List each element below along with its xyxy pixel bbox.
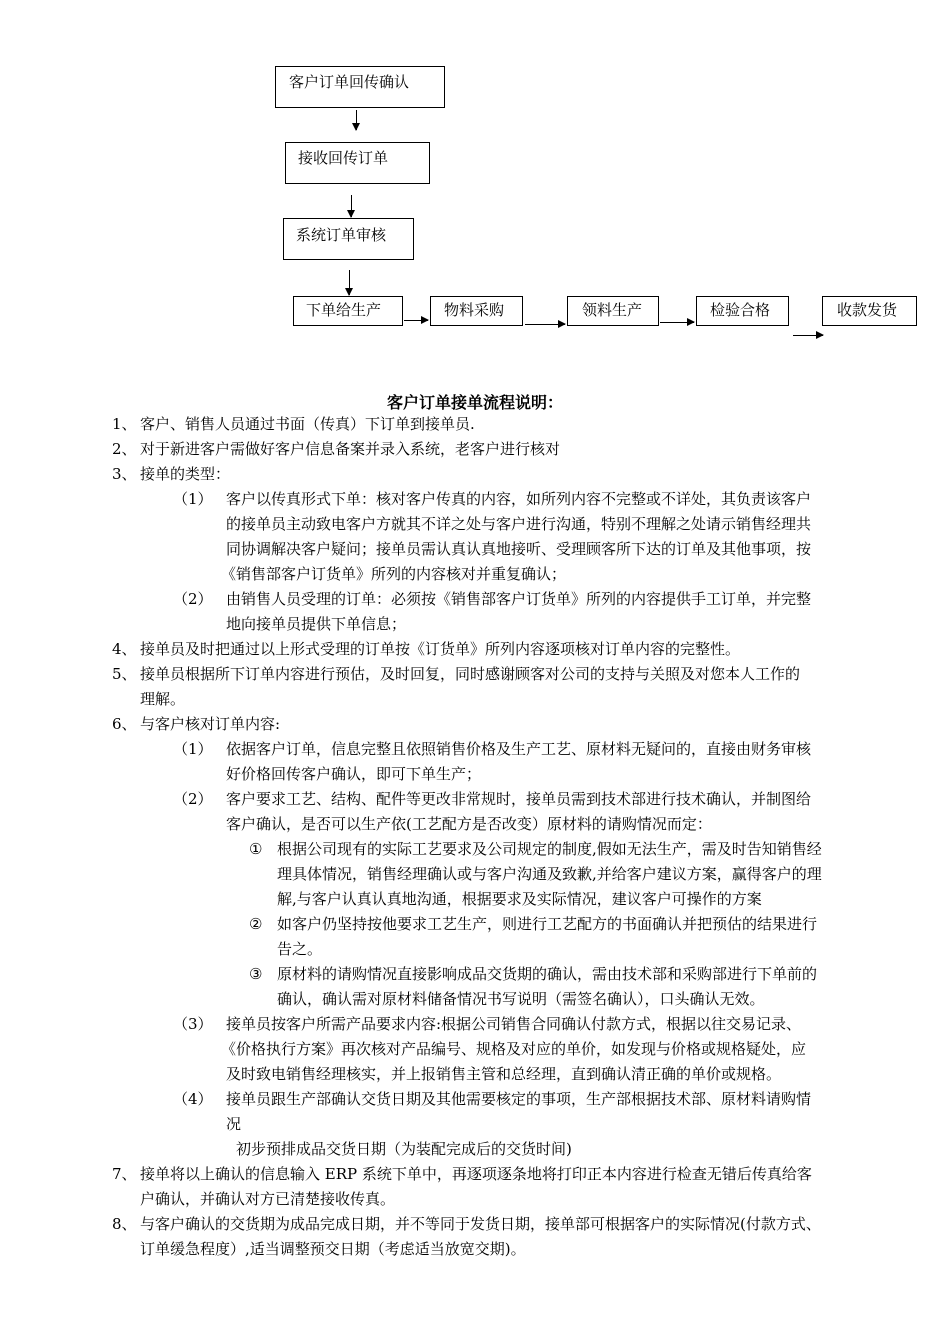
flow-arrow-right	[404, 320, 428, 321]
subitem-text: 《价格执行方案》再次核对产品编号、规格及对应的单价，如发现与价格或规格疑处，应	[221, 1040, 807, 1058]
item-text: 对于新进客户需做好客户信息备案并录入系统，老客户进行核对	[140, 440, 561, 458]
circled-text: 如客户仍坚持按他要求工艺生产，则进行工艺配方的书面确认并把预估的结果进行	[277, 915, 818, 933]
flow-box-system-order-review	[283, 218, 414, 260]
item-number: 5、	[112, 665, 137, 683]
flow-box-receive-return-order	[285, 142, 430, 184]
circled-number: ③	[249, 965, 263, 983]
item-text: 接单员根据所下订单内容进行预估，及时回复，同时感谢顾客对公司的支持与关照及对您本人工作的	[140, 665, 801, 683]
flow-box-material-production	[567, 296, 659, 326]
flow-arrow-right	[793, 335, 823, 336]
flow-box-label: 收款发货	[837, 301, 898, 319]
flow-box-label: 物料采购	[444, 301, 505, 319]
flow-arrow-right	[660, 322, 694, 323]
flow-box-label: 系统订单审核	[296, 226, 387, 244]
subitem-text: 及时致电销售经理核实，并上报销售主管和总经理，直到确认清正确的单价或规格。	[226, 1065, 782, 1083]
subitem-text: 由销售人员受理的订单：必须按《销售部客户订货单》所列的内容提供手工订单，并完整	[226, 590, 812, 608]
item-number: 6、	[112, 715, 137, 733]
flow-arrow-down	[349, 270, 350, 295]
subitem-number: （1）	[173, 490, 213, 508]
flow-box-label: 接收回传订单	[298, 149, 389, 167]
item-number: 2、	[112, 440, 137, 458]
item-text: 客户、销售人员通过书面（传真）下订单到接单员.	[140, 415, 475, 433]
subitem-text: 的接单员主动致电客户方就其不详之处与客户进行沟通，特别不理解之处请示销售经理共	[226, 515, 812, 533]
item-text: 订单缓急程度）,适当调整预交日期（考虑适当放宽交期)。	[140, 1240, 526, 1258]
item-text: 与客户核对订单内容:	[140, 715, 281, 733]
circled-text: 解,与客户认真认真地沟通，根据要求及实际情况，建议客户可操作的方案	[277, 890, 762, 908]
flow-box-order-return-confirm	[275, 66, 445, 108]
subitem-text: 客户要求工艺、结构、配件等更改非常规时，接单员需到技术部进行技术确认，并制图给	[226, 790, 812, 808]
subitem-text: 依据客户订单，信息完整且依照销售价格及生产工艺、原材料无疑问的，直接由财务审核	[226, 740, 812, 758]
item-number: 8、	[112, 1215, 137, 1233]
flow-arrow-right	[525, 324, 565, 325]
item-text: 理解。	[140, 690, 186, 708]
subitem-number: （2）	[173, 590, 213, 608]
subitem-text: 接单员跟生产部确认交货日期及其他需要核定的事项，生产部根据技术部、原材料请购情	[226, 1090, 812, 1108]
subitem-text: 客户以传真形式下单：核对客户传真的内容，如所列内容不完整或不详处，其负责该客户	[226, 490, 812, 508]
item-number: 3、	[112, 465, 137, 483]
subitem-text: 《销售部客户订货单》所列的内容核对并重复确认；	[221, 565, 567, 583]
item-text: 接单员及时把通过以上形式受理的订单按《订货单》所列内容逐项核对订单内容的完整性。	[140, 640, 741, 658]
circled-number: ①	[249, 840, 263, 858]
item-text: 与客户确认的交货期为成品完成日期，并不等同于发货日期，接单部可根据客户的实际情况(付款方式、	[140, 1215, 821, 1233]
flow-box-material-purchase	[430, 296, 523, 326]
item-text: 接单的类型：	[140, 465, 231, 483]
flow-box-payment-shipment	[822, 296, 917, 326]
flow-box-label: 客户订单回传确认	[289, 73, 410, 91]
circled-number: ②	[249, 915, 263, 933]
subitem-text: 同协调解决客户疑问；接单员需认真认真地接听、受理顾客所下达的订单及其他事项，按	[226, 540, 812, 558]
circled-text: 根据公司现有的实际工艺要求及公司规定的制度,假如无法生产，需及时告知销售经	[277, 840, 822, 858]
subitem-text: 况	[226, 1115, 242, 1133]
flow-arrow-down	[356, 110, 357, 130]
subitem-number: （3）	[173, 1015, 213, 1033]
item-number: 4、	[112, 640, 137, 658]
flow-arrow-down	[351, 195, 352, 217]
subitem-number: （4）	[173, 1090, 213, 1108]
subitem-text: 地向接单员提供下单信息；	[226, 615, 407, 633]
flow-box-label: 检验合格	[710, 301, 771, 319]
circled-text: 确认，确认需对原材料储备情况书写说明（需签名确认），口头确认无效。	[277, 990, 765, 1008]
subitem-text: 好价格回传客户确认，即可下单生产；	[226, 765, 482, 783]
subitem-text: 初步预排成品交货日期（为装配完成后的交货时间)	[236, 1140, 572, 1158]
flow-box-issue-to-production	[293, 296, 403, 326]
subitem-text: 接单员按客户所需产品要求内容:根据公司销售合同确认付款方式，根据以往交易记录、	[226, 1015, 802, 1033]
subitem-number: （1）	[173, 740, 213, 758]
item-text: 户确认，并确认对方已清楚接收传真。	[140, 1190, 396, 1208]
subitem-number: （2）	[173, 790, 213, 808]
subitem-text: 客户确认，是否可以生产依(工艺配方是否改变）原材料的请购情况而定：	[226, 815, 712, 833]
circled-text: 告之。	[277, 940, 323, 958]
circled-text: 理具体情况，销售经理确认或与客户沟通及致歉,并给客户建议方案，赢得客户的理	[277, 865, 822, 883]
flow-box-label: 领料生产	[582, 301, 643, 319]
flow-box-inspection-pass	[696, 296, 789, 326]
document-title: 客户订单接单流程说明：	[386, 393, 563, 412]
flow-box-label: 下单给生产	[306, 301, 382, 319]
item-number: 1、	[112, 415, 137, 433]
item-number: 7、	[112, 1165, 137, 1183]
item-text: 接单将以上确认的信息输入 ERP 系统下单中，再逐项逐条地将打印正本内容进行检查无错后传真给客	[140, 1165, 812, 1183]
circled-text: 原材料的请购情况直接影响成品交货期的确认，需由技术部和采购部进行下单前的	[277, 965, 818, 983]
